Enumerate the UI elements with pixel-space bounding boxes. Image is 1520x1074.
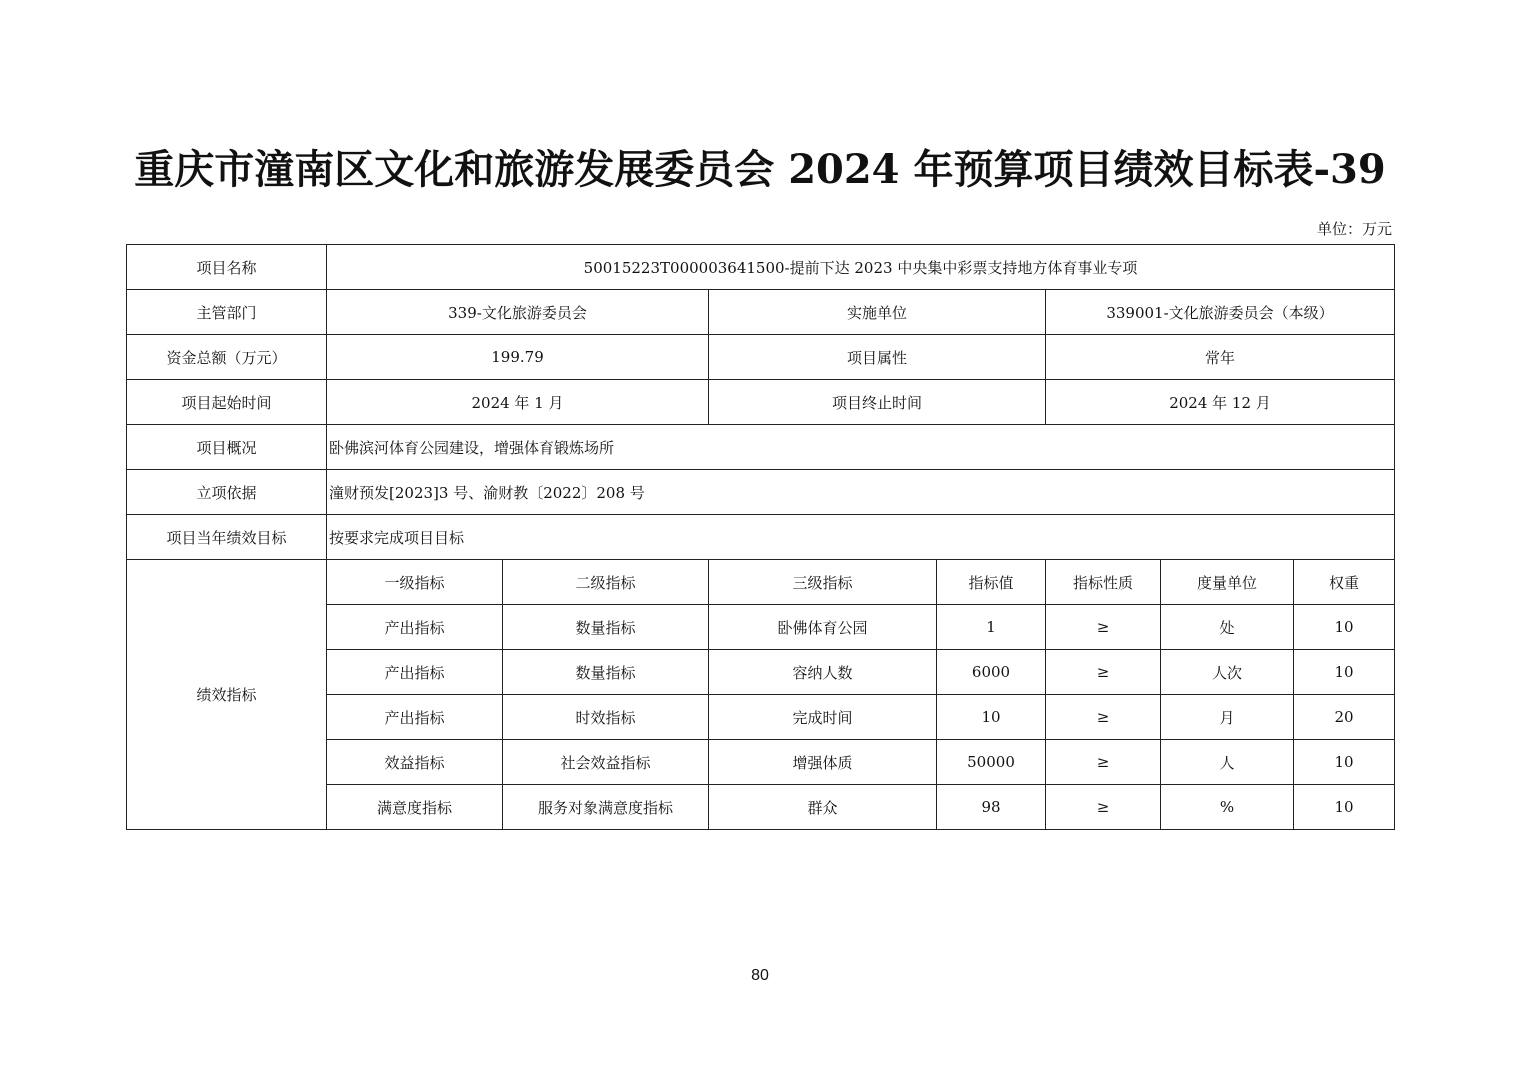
row-department xyxy=(127,290,1395,335)
row-overview xyxy=(127,425,1395,470)
attr-label: 项目属性 xyxy=(709,335,1046,380)
indicator-unit: 人 xyxy=(1161,740,1294,785)
overview-label: 项目概况 xyxy=(127,425,327,470)
indicator-nature: ≥ xyxy=(1046,650,1161,695)
start-value: 2024 年 1 月 xyxy=(327,380,709,425)
row-goal xyxy=(127,515,1395,560)
header-weight: 权重 xyxy=(1294,560,1395,605)
header-level1: 一级指标 xyxy=(327,560,503,605)
row-basis xyxy=(127,470,1395,515)
indicator-value: 50000 xyxy=(937,740,1046,785)
header-level2: 二级指标 xyxy=(503,560,709,605)
indicator-header-row xyxy=(127,560,1395,605)
row-fund xyxy=(127,335,1395,380)
indicator-level1: 产出指标 xyxy=(327,605,503,650)
indicator-value: 98 xyxy=(937,785,1046,830)
indicator-level1: 产出指标 xyxy=(327,650,503,695)
indicator-level3: 完成时间 xyxy=(709,695,937,740)
indicator-unit: % xyxy=(1161,785,1294,830)
indicator-level2: 数量指标 xyxy=(503,650,709,695)
indicator-level2: 时效指标 xyxy=(503,695,709,740)
start-label: 项目起始时间 xyxy=(127,380,327,425)
row-project-name xyxy=(127,245,1395,290)
indicator-nature: ≥ xyxy=(1046,785,1161,830)
indicator-level1: 效益指标 xyxy=(327,740,503,785)
indicator-nature: ≥ xyxy=(1046,740,1161,785)
dept-label: 主管部门 xyxy=(127,290,327,335)
indicator-level3: 增强体质 xyxy=(709,740,937,785)
project-name-value: 50015223T000003641500-提前下达 2023 中央集中彩票支持地方体育事业专项 xyxy=(327,245,1395,290)
indicator-level1: 满意度指标 xyxy=(327,785,503,830)
end-label: 项目终止时间 xyxy=(709,380,1046,425)
indicator-level3: 容纳人数 xyxy=(709,650,937,695)
performance-table xyxy=(126,244,1395,830)
indicator-value: 1 xyxy=(937,605,1046,650)
impl-label: 实施单位 xyxy=(709,290,1046,335)
indicator-weight: 10 xyxy=(1294,740,1395,785)
indicator-weight: 10 xyxy=(1294,650,1395,695)
header-unit: 度量单位 xyxy=(1161,560,1294,605)
indicator-nature: ≥ xyxy=(1046,605,1161,650)
indicator-level3: 卧佛体育公园 xyxy=(709,605,937,650)
indicator-value: 6000 xyxy=(937,650,1046,695)
indicator-unit: 月 xyxy=(1161,695,1294,740)
row-time xyxy=(127,380,1395,425)
page-title: 重庆市潼南区文化和旅游发展委员会 2024 年预算项目绩效目标表-39 xyxy=(134,146,1386,193)
unit-label: 单位：万元 xyxy=(1316,220,1392,238)
fund-label: 资金总额（万元） xyxy=(127,335,327,380)
overview-value: 卧佛滨河体育公园建设，增强体育锻炼场所 xyxy=(327,425,1395,470)
indicator-level2: 服务对象满意度指标 xyxy=(503,785,709,830)
indicator-weight: 10 xyxy=(1294,785,1395,830)
goal-value: 按要求完成项目目标 xyxy=(327,515,1395,560)
indicator-level3: 群众 xyxy=(709,785,937,830)
indicator-weight: 20 xyxy=(1294,695,1395,740)
page-number: 80 xyxy=(751,967,769,984)
header-value: 指标值 xyxy=(937,560,1046,605)
header-nature: 指标性质 xyxy=(1046,560,1161,605)
end-value: 2024 年 12 月 xyxy=(1046,380,1395,425)
indicator-level2: 数量指标 xyxy=(503,605,709,650)
indicator-level1: 产出指标 xyxy=(327,695,503,740)
indicator-weight: 10 xyxy=(1294,605,1395,650)
impl-value: 339001-文化旅游委员会（本级） xyxy=(1046,290,1395,335)
dept-value: 339-文化旅游委员会 xyxy=(327,290,709,335)
indicator-level2: 社会效益指标 xyxy=(503,740,709,785)
project-name-label: 项目名称 xyxy=(127,245,327,290)
fund-value: 199.79 xyxy=(327,335,709,380)
header-level3: 三级指标 xyxy=(709,560,937,605)
attr-value: 常年 xyxy=(1046,335,1395,380)
indicator-nature: ≥ xyxy=(1046,695,1161,740)
goal-label: 项目当年绩效目标 xyxy=(127,515,327,560)
indicator-section-label: 绩效指标 xyxy=(127,560,327,830)
basis-value: 潼财预发[2023]3 号、渝财教〔2022〕208 号 xyxy=(327,470,1395,515)
indicator-unit: 人次 xyxy=(1161,650,1294,695)
indicator-value: 10 xyxy=(937,695,1046,740)
indicator-unit: 处 xyxy=(1161,605,1294,650)
basis-label: 立项依据 xyxy=(127,470,327,515)
